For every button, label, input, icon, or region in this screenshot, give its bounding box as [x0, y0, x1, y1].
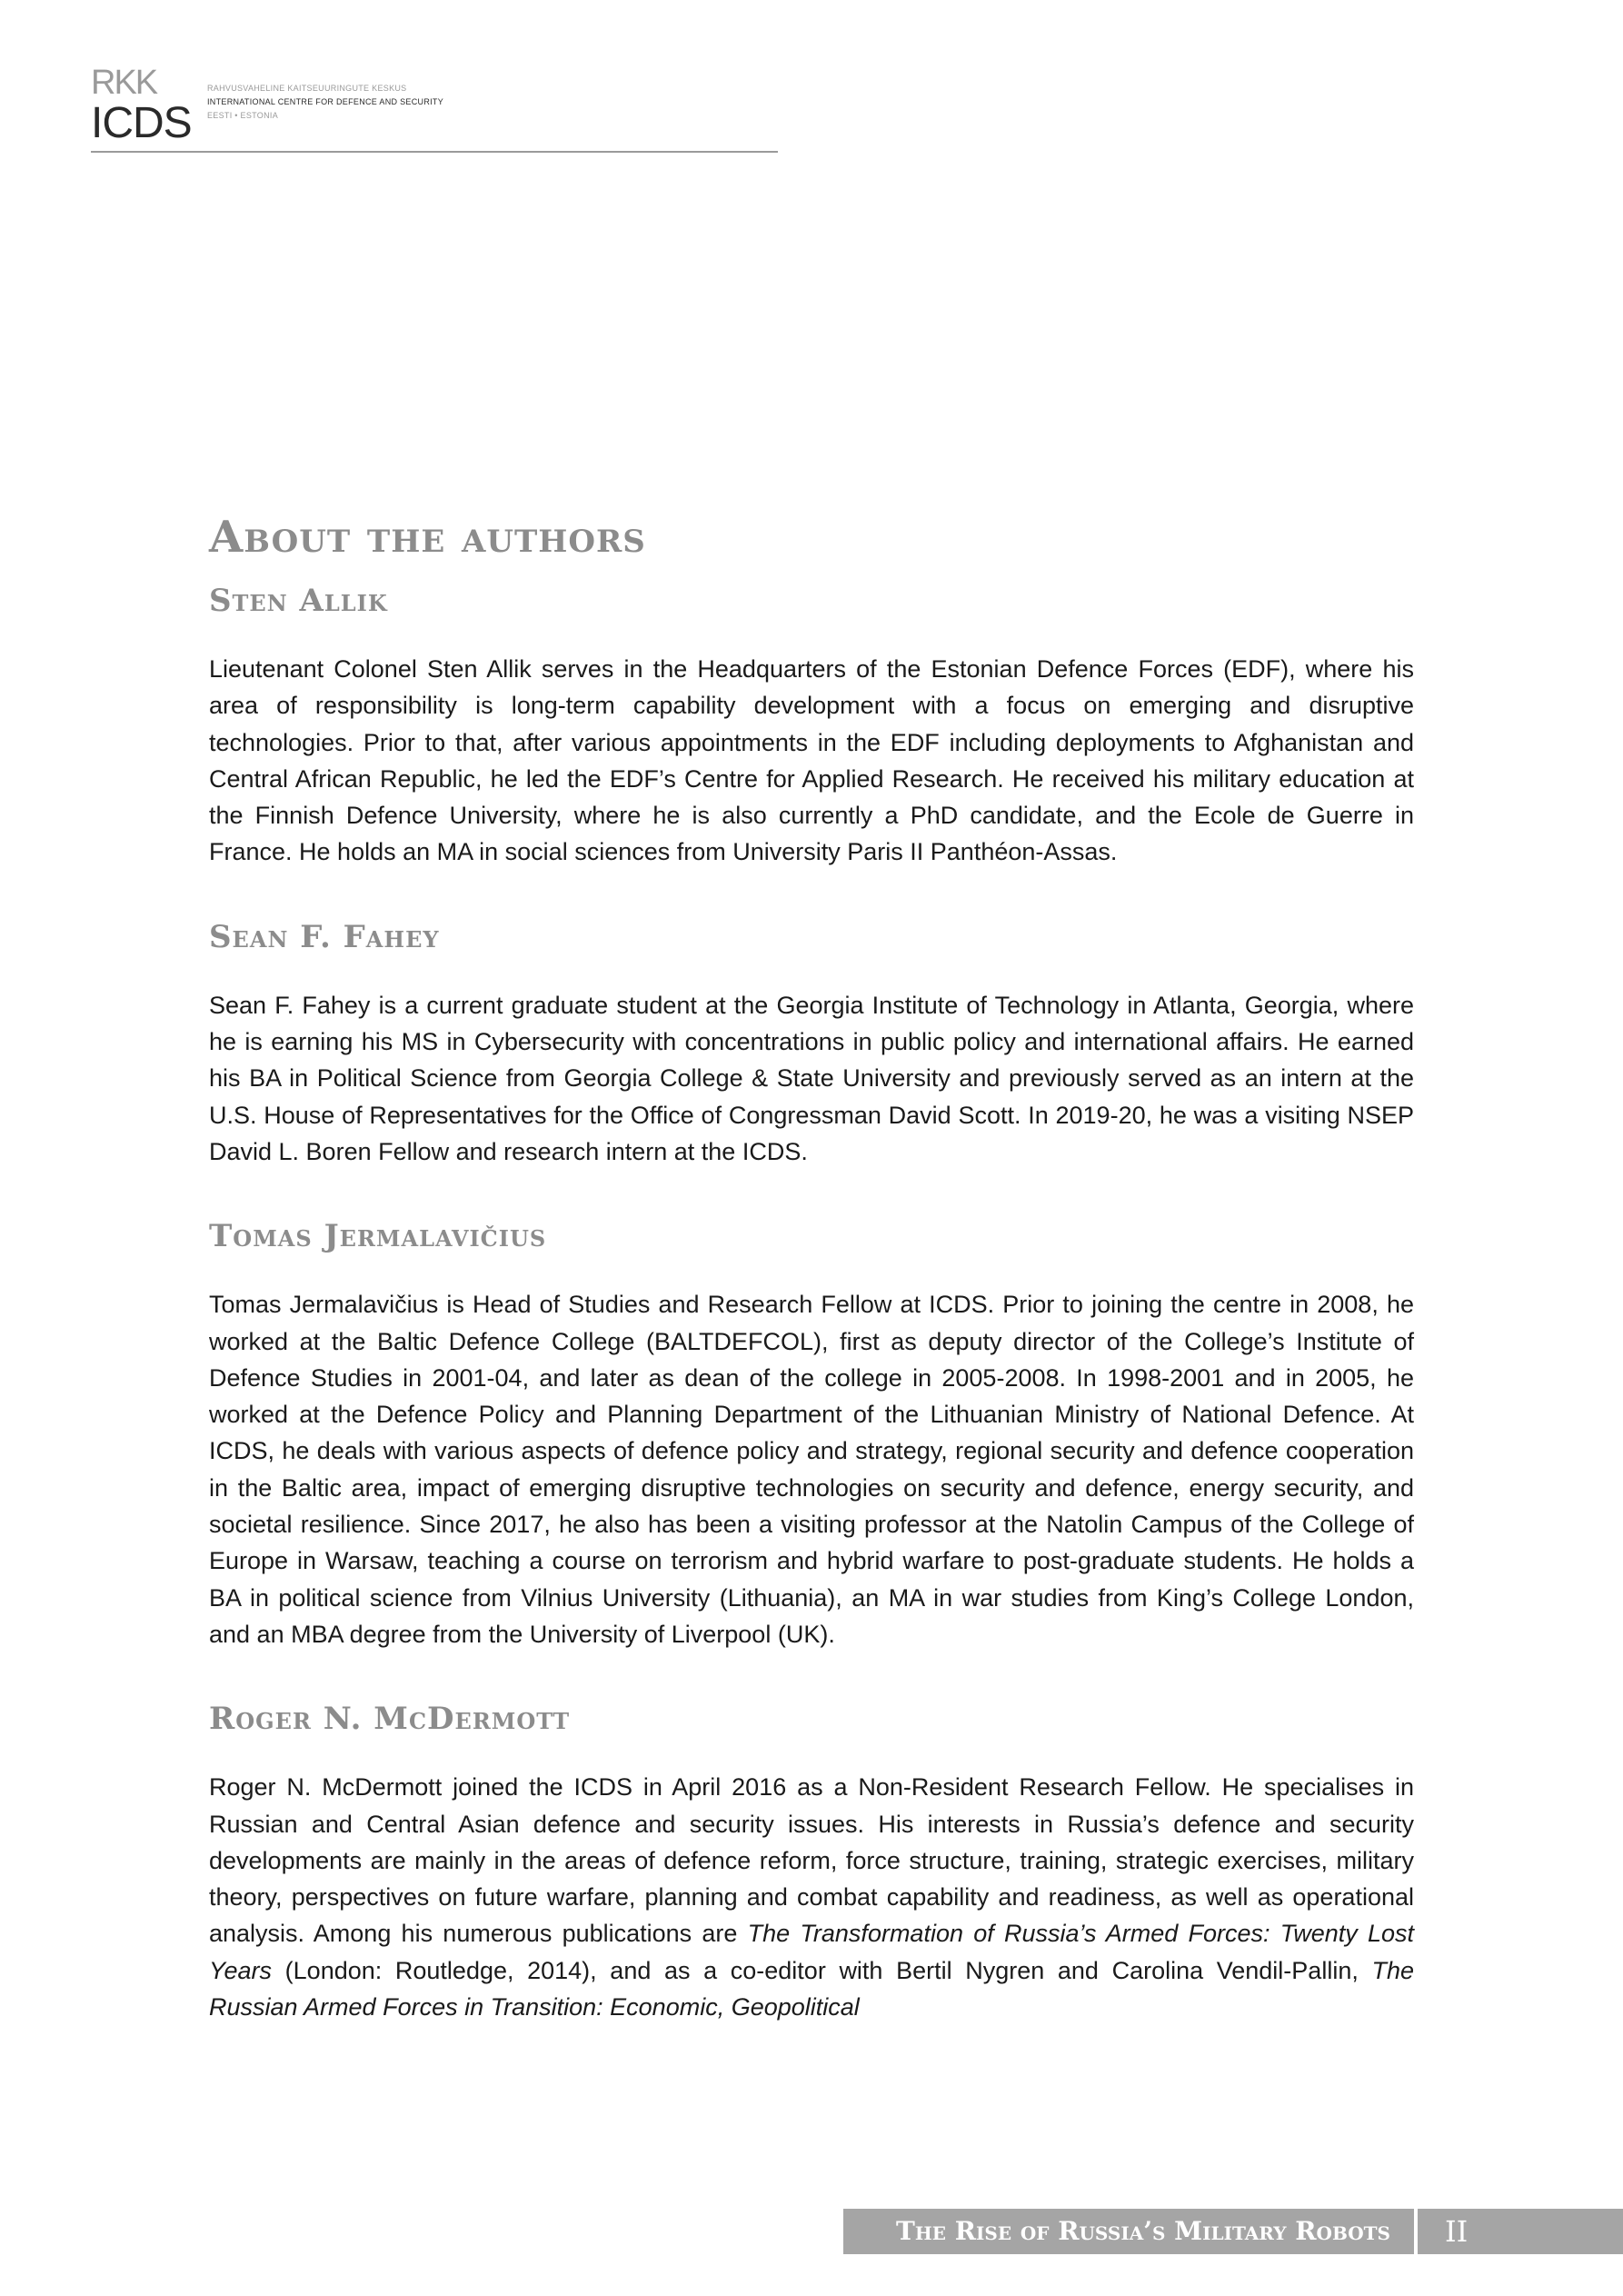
icds-logo: [91, 65, 193, 147]
organization-name: [207, 82, 443, 123]
publication-title: The Transformation of Russia’s Armed Forces: Twenty Lost Years: [209, 1920, 1415, 1984]
page-title: About the authors: [209, 512, 646, 563]
author-name: Tomas Jermalavičius: [209, 1218, 547, 1255]
bio-text: Roger N. McDermott joined the ICDS in April 2016 as a Non-Resident Research Fellow. He specialises in Russian and Central Asian defence and security issues. His interests in Russia’s defence and security developments are mainly in the areas of defence reform, force structure, training, strategic exercises, military theory, perspectives on future warfare, planning and combat capability and readiness, as well as operational analysis. Among his numerous publications are: [209, 1773, 1414, 1948]
author-name: Sten Allik: [209, 583, 388, 619]
document-header: [91, 58, 782, 153]
org-name-english: INTERNATIONAL CENTRE FOR DEFENCE AND SECURITY: [207, 97, 444, 106]
author-bio: Tomas Jermalavičius is Head of Studies and Research Fellow at ICDS. Prior to joining the centre in 2008, he worked at the Baltic Defence College (BALTDEFCOL), first as deputy director of the College’s Institute of Defence Studies in 2001-04, and later as dean of the college in 2005-2008. In 1998-2001 and in 2005, he worked at the Defence Policy and Planning Department of the Lithuanian Ministry of National Defence. At ICDS, he deals with various aspects of defence policy and strategy, regional security and defence cooperation in the Baltic area, impact of emerging disruptive technologies on security and defence, energy security, and societal resilience. Since 2017, he also has been a visiting professor at the Natolin Campus of the College of Europe in Warsaw, teaching a course on terrorism and hybrid warfare to post-graduate students. He holds a BA in political science from Vilnius University (Lithuania), an MA in war studies from King’s College London, and an MBA degree from the University of Liverpool (UK).: [209, 1291, 1414, 1648]
author-name: Roger N. McDermott: [209, 1701, 571, 1738]
author-bio: [209, 1769, 1414, 2025]
page-number: II: [1418, 2209, 1623, 2254]
footer-publication-title: The Rise of Russia’s Military Robots: [843, 2209, 1414, 2254]
author-bio: Sean F. Fahey is a current graduate student at the Georgia Institute of Technology in Atlanta, Georgia, where he is earning his MS in Cybersecurity with concentrations in public policy and international affairs. He earned his BA in Political Science from Georgia College & State University and previously served as an intern at the U.S. House of Representatives for the Office of Congressman David Scott. In 2019-20, he was a visiting NSEP David L. Boren Fellow and research intern at the ICDS.: [209, 991, 1414, 1165]
org-country: EESTI • ESTONIA: [207, 111, 279, 120]
org-name-estonian: RAHVUSVAHELINE KAITSEUURINGUTE KESKUS: [207, 84, 407, 93]
author-name: Sean F. Fahey: [209, 918, 440, 955]
main-content: [209, 509, 1414, 2069]
bio-text: (London: Routledge, 2014), and as a co-editor with Bertil Nygren and Carolina Vendil-Pallin,: [272, 1956, 1372, 1984]
header-divider: [91, 151, 778, 153]
author-section-roger-mcdermott: [209, 1696, 1414, 2025]
logo-icds-text: ICDS: [91, 99, 192, 147]
author-bio: Lieutenant Colonel Sten Allik serves in the Headquarters of the Estonian Defence Forces (EDF), where his area of responsibility is long-term capability development with a focus on emerging and disruptive technologies. Prior to that, after various appointments in the EDF including deployments to Afghanistan and Central African Republic, he led the EDF’s Centre for Applied Research. He received his military education at the Finnish Defence University, where he is also currently a PhD candidate, and the Ecole de Guerre in France. He holds an MA in social sciences from University Paris II Panthéon-Assas.: [209, 655, 1414, 866]
author-section-tomas-jermalavicius: [209, 1213, 1414, 1652]
author-section-sean-fahey: [209, 914, 1414, 1170]
author-section-sten-allik: [209, 578, 1414, 871]
publication-title: The Russian Armed Forces in Transition: Economic, Geopolitical: [209, 1956, 1414, 2021]
logo-rkk-text: RKK: [91, 64, 157, 102]
